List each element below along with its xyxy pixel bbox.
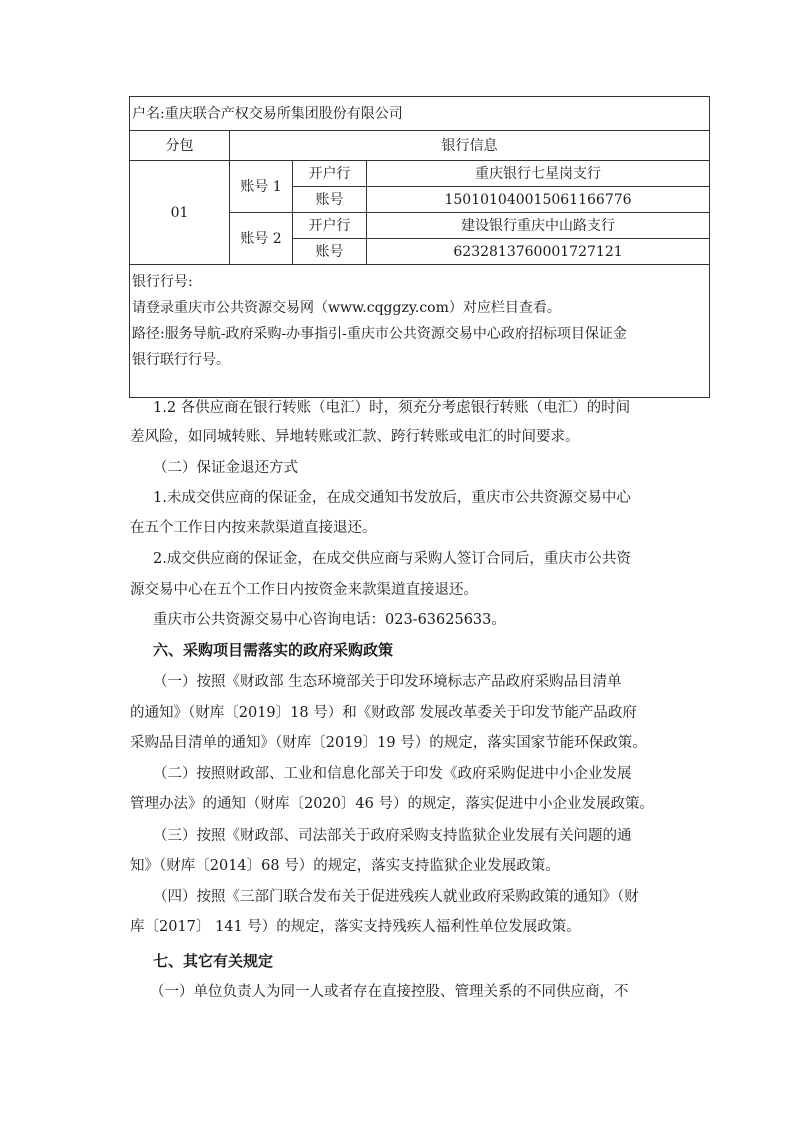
paragraph-line: （一）单位负责人为同一人或者存在直接控股、管理关系的不同供应商，不: [150, 984, 629, 1000]
account-name-cell: 户名:重庆联合产权交易所集团股份有限公司: [130, 97, 710, 131]
account-1-number-label: 账号: [293, 187, 367, 213]
note-line: 请登录重庆市公共资源交易网（www.cqggzy.com）对应栏目查看。: [132, 300, 561, 316]
section-6-heading: 六、采购项目需落实的政府采购政策: [153, 641, 394, 659]
account-1-bank: 重庆银行七星岗支行: [367, 161, 710, 187]
paragraph-line: （三）按照《财政部、司法部关于政府采购支持监狱企业发展有关问题的通: [153, 828, 632, 844]
subsection-title: （二）保证金退还方式: [153, 460, 298, 476]
paragraph-line: 采购品目清单的通知》（财库〔2019〕19 号）的规定，落实国家节能环保政策。: [130, 735, 647, 751]
account-1-number: 150101040015061166776: [367, 187, 710, 213]
paragraph-line: 管理办法》的通知（财库〔2020〕46 号）的规定，落实促进中小企业发展政策。: [130, 796, 654, 812]
paragraph-line: 知》（财库〔2014〕68 号）的规定，落实支持监狱企业发展政策。: [130, 858, 560, 874]
paragraph-line: （四）按照《三部门联合发布关于促进残疾人就业政府采购政策的通知》（财: [153, 889, 639, 905]
package-number-cell: 01: [130, 161, 230, 265]
note-line: 银行行号:: [132, 274, 193, 290]
paragraph-line: 差风险，如同城转账、异地转账或汇款、跨行转账或电汇的时间要求。: [130, 429, 580, 445]
bank-info-table: [129, 96, 710, 398]
paragraph-line: 1.未成交供应商的保证金，在成交通知书发放后，重庆市公共资源交易中心: [153, 490, 631, 506]
account-2-bank-label: 开户行: [293, 213, 367, 239]
paragraph-line: （二）按照财政部、工业和信息化部关于印发《政府采购促进中小企业发展: [153, 766, 632, 782]
account-1-bank-label: 开户行: [293, 161, 367, 187]
paragraph-line: 在五个工作日内按来款渠道直接退还。: [130, 520, 377, 536]
package-header: 分包: [130, 131, 230, 161]
paragraph-line: 2.成交供应商的保证金，在成交供应商与采购人签订合同后，重庆市公共资: [153, 551, 631, 567]
paragraph-line: （一）按照《财政部 生态环境部关于印发环境标志产品政府采购品目清单: [153, 674, 622, 690]
note-line: 路径:服务导航-政府采购-办事指引-重庆市公共资源交易中心政府招标项目保证金: [132, 326, 627, 342]
contact-phone: 重庆市公共资源交易中心咨询电话：023-63625633。: [153, 612, 506, 628]
account-1-label: 账号 1: [230, 161, 293, 213]
paragraph-line: 源交易中心在五个工作日内按资金来款渠道直接退还。: [130, 582, 478, 598]
account-2-number-label: 账号: [293, 239, 367, 265]
paragraph-line: 1.2 各供应商在银行转账（电汇）时，须充分考虑银行转账（电汇）的时间: [153, 400, 631, 416]
bank-code-note-cell: [130, 265, 710, 398]
note-line: 银行联行行号。: [132, 352, 230, 368]
account-2-number: 6232813760001727121: [367, 239, 710, 265]
bank-info-header: 银行信息: [230, 131, 710, 161]
account-2-bank: 建设银行重庆中山路支行: [367, 213, 710, 239]
section-7-heading: 七、其它有关规定: [153, 952, 274, 970]
account-2-label: 账号 2: [230, 213, 293, 265]
paragraph-line: 的通知》（财库〔2019〕18 号）和《财政部 发展改革委关于印发节能产品政府: [130, 705, 637, 721]
paragraph-line: 库〔2017〕 141 号）的规定，落实支持残疾人福利性单位发展政策。: [130, 919, 581, 935]
